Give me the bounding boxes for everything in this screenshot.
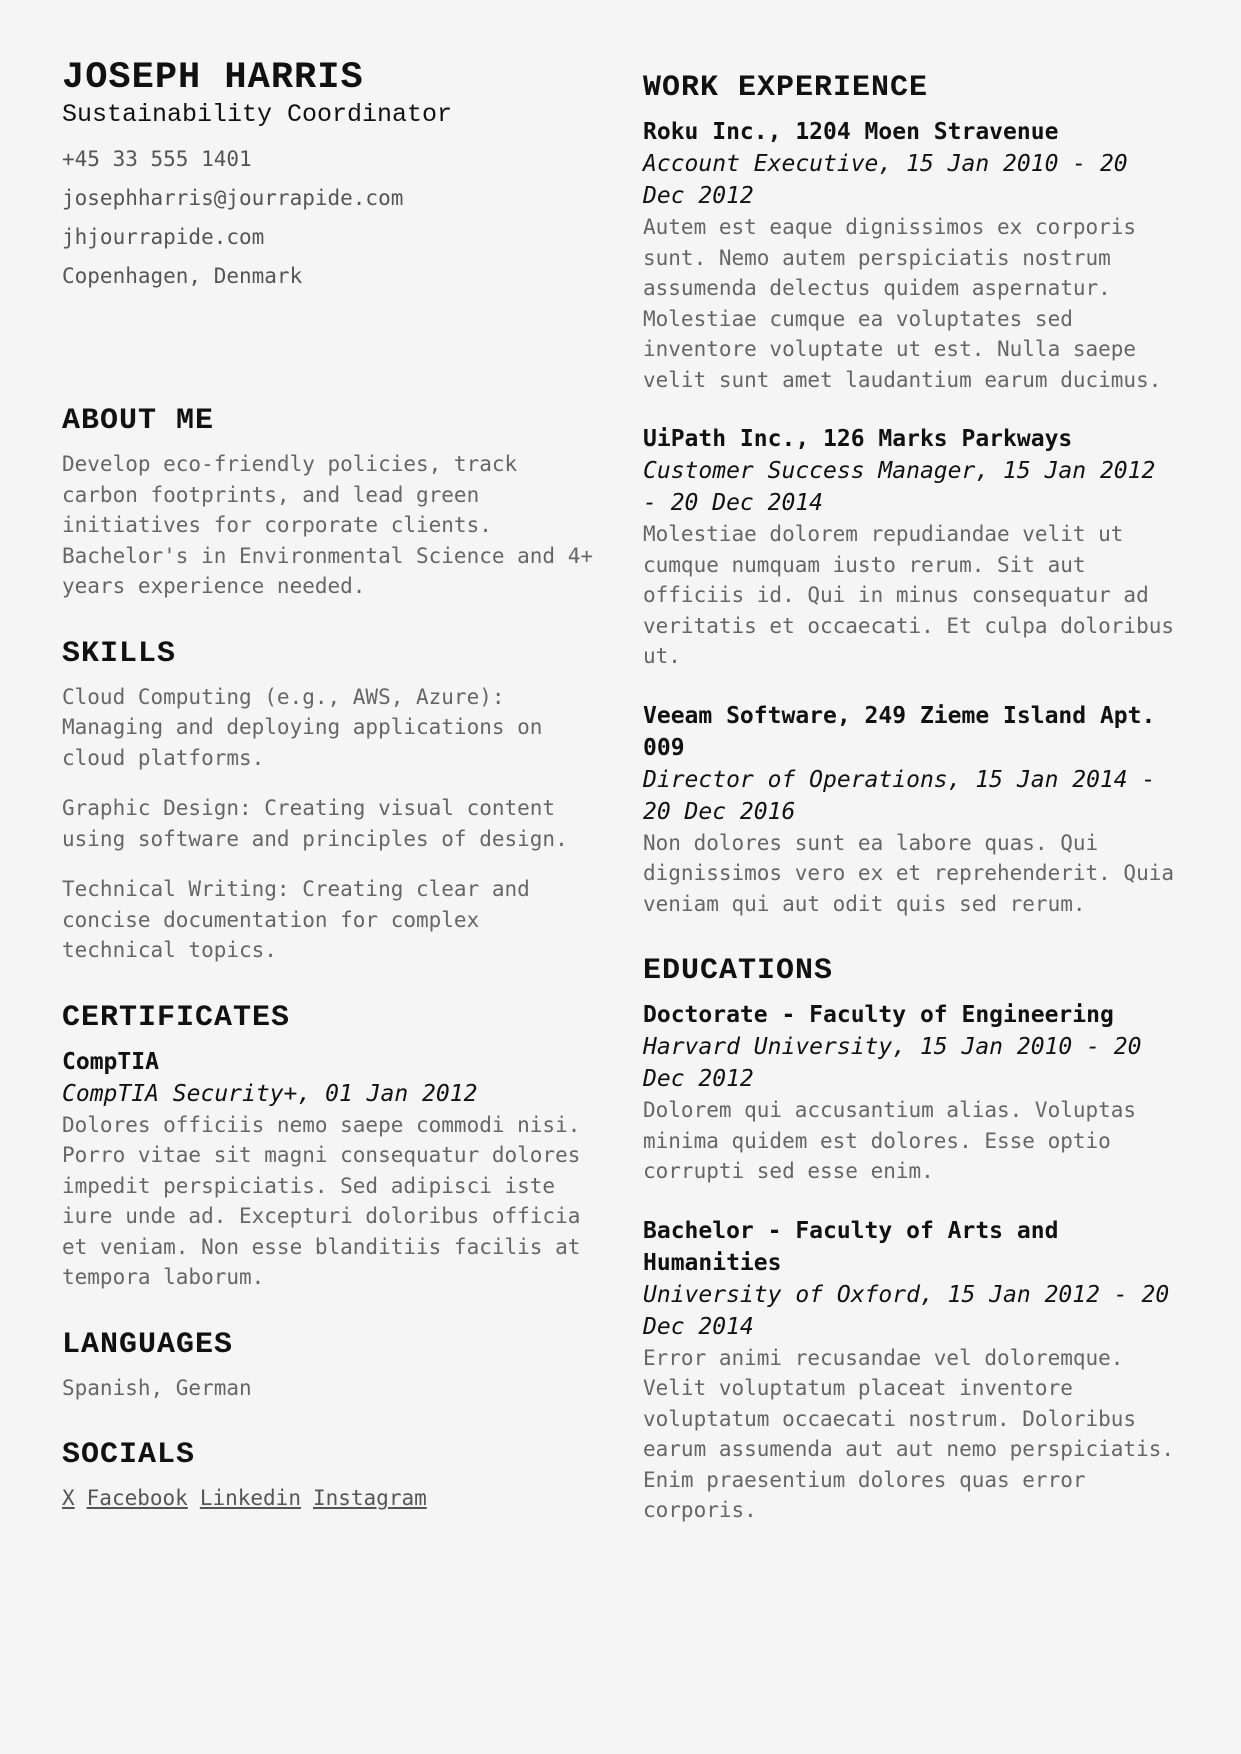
work-description: Molestiae dolorem repudiandae velit ut cumque numquam iusto rerum. Sit aut officiis id. Qui in minus consequatur ad veritatis et occaecati. Et culpa doloribus ut.	[643, 522, 1175, 668]
work-description: Non dolores sunt ea labore quas. Qui dignissimos vero ex et reprehenderit. Quia veniam qui aut odit quis sed rerum.	[643, 830, 1175, 916]
work-position: Account Executive, 15 Jan 2010 - 20 Dec 2012	[643, 151, 1128, 209]
about-section	[62, 403, 602, 602]
education-description: Error animi recusandae vel doloremque. Velit voluptatum placeat inventore voluptatum occaecati nostrum. Doloribus earum assumenda aut aut nemo perspiciatis. Enim praesentium dolores quas error corporis.	[643, 1345, 1175, 1522]
right-column	[643, 70, 1183, 1526]
social-link-instagram[interactable]: Instagram	[312, 1486, 427, 1510]
skill-item: Technical Writing: Creating clear and concise documentation for complex technical topics.	[62, 877, 530, 962]
skill-item: Cloud Computing (e.g., AWS, Azure): Managing and deploying applications on cloud platforms.	[62, 684, 543, 770]
person-name: JOSEPH HARRIS	[62, 57, 364, 99]
certificate-detail: CompTIA Security+, 01 Jan 2012	[62, 1080, 478, 1107]
work-item	[643, 700, 1183, 920]
work-description: Autem est eaque dignissimos ex corporis sunt. Nemo autem perspiciatis nostrum assumenda delectus quidem aspernatur. Molestiae cumque ea voluptates sed inventore voluptate ut est. Nulla saepe velit sunt amet laudantium earum ducimus.	[643, 215, 1162, 392]
social-link-facebook[interactable]: Facebook	[86, 1486, 188, 1510]
socials-section	[62, 1437, 602, 1513]
education-degree: Doctorate - Faculty of Engineering	[643, 1002, 1114, 1028]
section-title-socials: SOCIALS	[62, 1438, 196, 1472]
work-item	[643, 116, 1183, 395]
job-title: Sustainability Coordinator	[62, 100, 453, 129]
certificates-section	[62, 1000, 602, 1293]
work-item	[643, 423, 1183, 672]
work-company: Roku Inc., 1204 Moen Stravenue	[643, 119, 1059, 145]
work-company: UiPath Inc., 126 Marks Parkways	[643, 426, 1073, 452]
education-item	[643, 999, 1183, 1187]
education-degree: Bachelor - Faculty of Arts and Humanities	[643, 1217, 1059, 1276]
education-item	[643, 1215, 1183, 1526]
social-link-linkedin[interactable]: Linkedin	[199, 1486, 301, 1510]
section-title-education: EDUCATIONS	[643, 954, 834, 988]
phone: +45 33 555 1401	[62, 147, 252, 171]
section-title-about: ABOUT ME	[62, 404, 215, 438]
header	[62, 56, 602, 296]
skill-item: Graphic Design: Creating visual content using software and principles of design.	[62, 796, 568, 851]
education-description: Dolorem qui accusantium alias. Voluptas minima quidem est dolores. Esse optio corrupti sed esse enim.	[643, 1098, 1137, 1183]
work-position: Customer Success Manager, 15 Jan 2012 - 20 Dec 2014	[643, 458, 1156, 516]
skills-section	[62, 636, 602, 966]
languages-text: Spanish, German	[62, 1375, 252, 1400]
social-links	[62, 1483, 602, 1513]
work-section	[643, 70, 1183, 919]
certificate-name: CompTIA	[62, 1048, 159, 1075]
website: jhjourrapide.com	[62, 225, 265, 249]
social-link-x[interactable]: X	[62, 1486, 75, 1510]
about-text: Develop eco-friendly policies, track carbon footprints, and lead green initiatives for corporate clients. Bachelor's in Environmental Science and 4+ years experience needed.	[62, 452, 594, 598]
education-school: University of Oxford, 15 Jan 2012 - 20 Dec 2014	[643, 1281, 1170, 1340]
work-position: Director of Operations, 15 Jan 2014 - 20 Dec 2016	[643, 766, 1156, 825]
work-company: Veeam Software, 249 Zieme Island Apt. 009	[643, 702, 1156, 761]
languages-section	[62, 1327, 602, 1404]
section-title-certificates: CERTIFICATES	[62, 1000, 291, 1035]
location: Copenhagen, Denmark	[62, 264, 303, 288]
education-section	[643, 953, 1183, 1526]
section-title-work: WORK EXPERIENCE	[643, 71, 929, 105]
left-column	[62, 56, 602, 1513]
certificate-description: Dolores officiis nemo saepe commodi nisi. Porro vitae sit magni consequatur dolores impedit perspiciatis. Sed adipisci iste iure unde ad. Excepturi doloribus officia et veniam. Non esse blanditiis facilis at tempora laborum.	[62, 1112, 581, 1289]
education-school: Harvard University, 15 Jan 2010 - 20 Dec 2012	[643, 1034, 1142, 1092]
section-title-skills: SKILLS	[62, 636, 177, 671]
section-title-languages: LANGUAGES	[62, 1327, 234, 1362]
email: josephharris@jourrapide.com	[62, 186, 404, 210]
